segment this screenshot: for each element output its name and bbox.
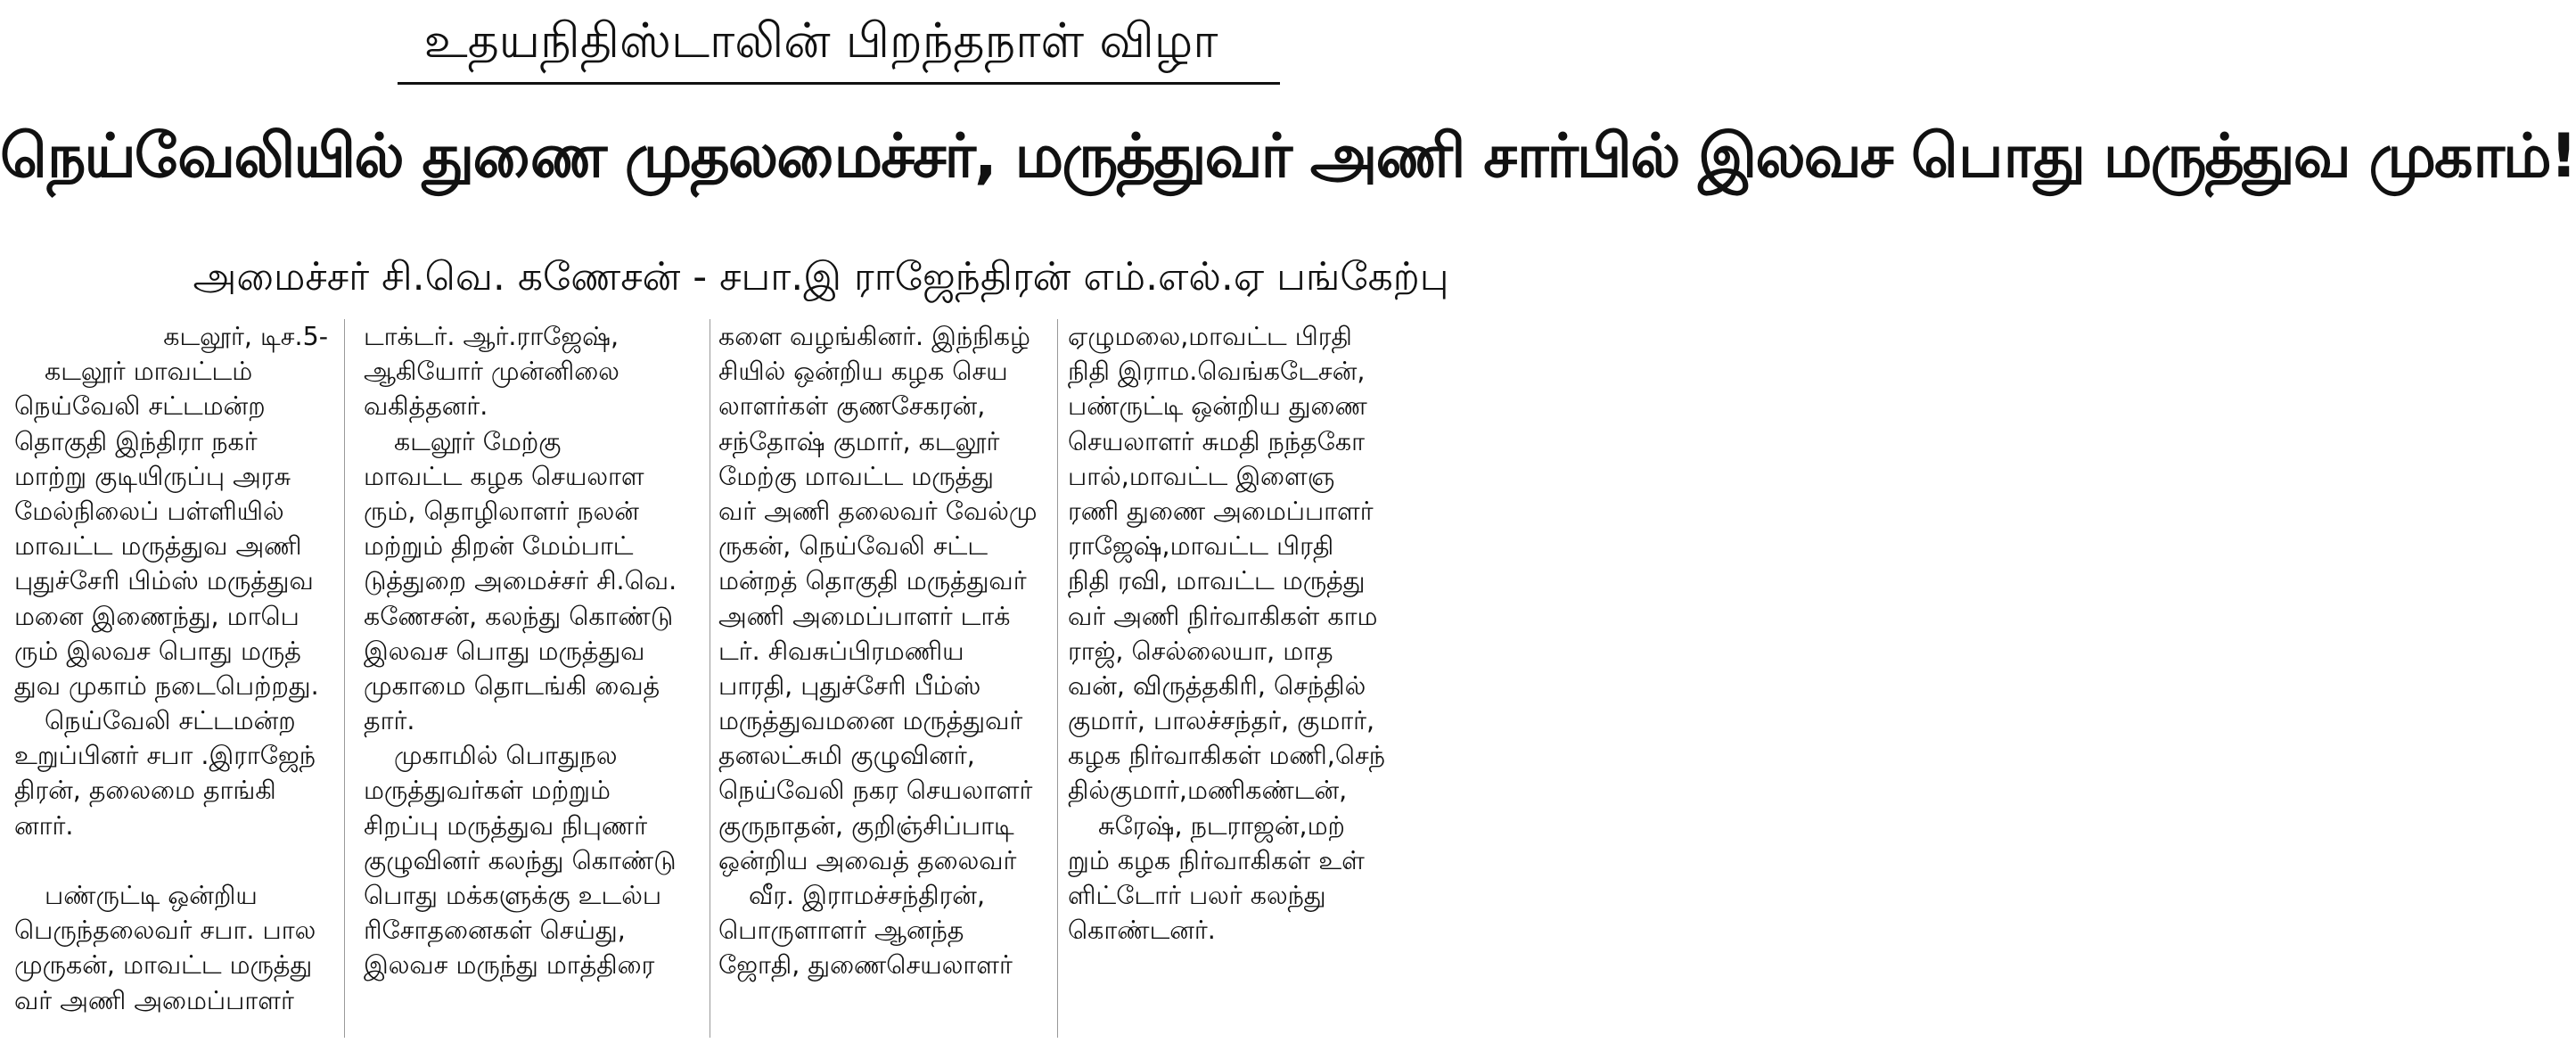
body-line: பொது மக்களுக்கு உடல்ப (364, 881, 662, 910)
body-line: மருத்துவமனை மருத்துவர் (718, 706, 1023, 736)
body-line: உறுப்பினர் சபா .இராஜேந் (14, 741, 316, 771)
body-line: இலவச மருந்து மாத்திரை (364, 950, 655, 981)
body-line: வன், விருத்தகிரி, செந்தில் (1068, 670, 1366, 701)
body-line: நிதி ரவி, மாவட்ட மருத்து (1068, 566, 1366, 596)
body-line: வகித்தனர். (364, 391, 488, 422)
body-line: நெய்வேலி சட்டமன்ற (45, 706, 296, 736)
body-line: மற்றும் திறன் மேம்பாட் (364, 531, 634, 562)
body-line: ராஜ், செல்லையா, மாத (1068, 636, 1333, 666)
body-line: ஆகியோர் முன்னிலை (364, 357, 619, 387)
body-line: னார். (14, 810, 74, 841)
body-line: மாவட்ட கழக செயலாள (364, 461, 644, 491)
body-line: குமார், பாலச்சந்தர், குமார், (1068, 706, 1375, 736)
body-line: செயலாளர் சுமதி நந்தகோ (1068, 426, 1366, 456)
body-line: பெருந்தலைவர் சபா. பால (14, 916, 316, 946)
body-line: ரணி துணை அமைப்பாளர் (1068, 496, 1374, 526)
body-line: வர் அணி தலைவர் வேல்மு (718, 496, 1038, 526)
body-line: இலவச பொது மருத்துவ (364, 636, 645, 666)
body-line: டுத்துறை அமைச்சர் சி.வெ. (364, 566, 677, 596)
body-line: சுரேஷ், நடராஜன்,மற் (1098, 810, 1345, 841)
body-line: மருத்துவர்கள் மற்றும் (364, 776, 611, 806)
body-line: டாக்டர். ஆர்.ராஜேஷ், (364, 322, 619, 351)
body-line: மேற்கு மாவட்ட மருத்து (718, 461, 994, 491)
body-line: ரும் இலவச பொது மருத் (14, 636, 301, 666)
body-line: கழக நிர்வாகிகள் மணி,செந் (1068, 741, 1386, 771)
body-line: வீர. இராமச்சந்திரன், (749, 881, 986, 910)
body-column-1 (14, 319, 328, 1038)
body-line: குருநாதன், குறிஞ்சிப்பாடி (718, 810, 1014, 841)
body-line: முகாமை தொடங்கி வைத் (364, 670, 660, 701)
body-column-3 (718, 319, 1048, 1038)
body-line: மாற்று குடியிருப்பு அரசு (14, 461, 291, 491)
body-line: களை வழங்கினர். இந்நிகழ் (718, 322, 1030, 351)
body-line: பால்,மாவட்ட இளைஞ (1068, 461, 1335, 491)
article-subheadline: அமைச்சர் சி.வெ. கணேசன் - சபா.இ ராஜேந்திரன் எம்.எல்.ஏ பங்கேற்பு (193, 254, 1449, 300)
body-line: தில்குமார்,மணிகண்டன், (1068, 776, 1348, 806)
body-line: ருகன், நெய்வேலி சட்ட (718, 531, 989, 562)
body-column-2 (364, 319, 695, 1038)
body-line: பண்ருட்டி ஒன்றிய (45, 881, 258, 910)
body-line: பொருளாளர் ஆனந்த (718, 916, 964, 946)
blank-line (14, 843, 328, 878)
column-divider (344, 319, 345, 1038)
body-line: சிறப்பு மருத்துவ நிபுணர் (364, 810, 648, 841)
body-line: கடலூர் மேற்கு (394, 426, 562, 456)
body-line: வர் அணி அமைப்பாளர் (14, 985, 294, 1015)
body-line: தார். (364, 706, 415, 736)
body-line: தனலட்சுமி குழுவினர், (718, 741, 975, 771)
dateline: கடலூர், டிச.5- (163, 322, 328, 351)
body-line: நிதி இராம.வெங்கடேசன், (1068, 357, 1366, 387)
body-line: றும் கழக நிர்வாகிகள் உள் (1068, 845, 1365, 875)
body-line: பண்ருட்டி ஒன்றிய துணை (1068, 391, 1367, 422)
body-line: ஜோதி, துணைசெயலாளர் (718, 950, 1013, 981)
body-line: பாரதி, புதுச்சேரி பீம்ஸ் (718, 670, 981, 701)
body-line: டர். சிவசுப்பிரமணிய (718, 636, 964, 666)
body-line: குழுவினர் கலந்து கொண்டு (364, 845, 677, 875)
body-line: ராஜேஷ்,மாவட்ட பிரதி (1068, 531, 1334, 562)
body-line: லாளர்கள் குணசேகரன், (718, 391, 986, 422)
body-line: ஒன்றிய அவைத் தலைவர் (718, 845, 1017, 875)
body-line: ரும், தொழிலாளர் நலன் (364, 496, 639, 526)
body-line: சந்தோஷ் குமார், கடலூர் (718, 426, 1000, 456)
body-line: ஏழுமலை,மாவட்ட பிரதி (1068, 322, 1352, 351)
body-line: கடலூர் மாவட்டம் (45, 357, 253, 387)
body-line: அணி அமைப்பாளர் டாக் (718, 601, 1011, 631)
body-line: மன்றத் தொகுதி மருத்துவர் (718, 566, 1027, 596)
body-line: புதுச்சேரி பிம்ஸ் மருத்துவ (14, 566, 314, 596)
body-line: முருகன், மாவட்ட மருத்து (14, 950, 313, 981)
article-headline: நெய்வேலியில் துணை முதலமைச்சர், மருத்துவர் அணி சார்பில் இலவச பொது மருத்துவ முகாம்! (0, 121, 2576, 192)
body-line: ளிட்டோர் பலர் கலந்து (1068, 881, 1326, 910)
body-column-4 (1068, 319, 1392, 1038)
column-divider (1057, 319, 1058, 1038)
body-line: மனை இணைந்து, மாபெ (14, 601, 299, 631)
body-line: முகாமில் பொதுநல (394, 741, 618, 771)
body-line: சியில் ஒன்றிய கழக செய (718, 357, 1008, 387)
body-line: நெய்வேலி சட்டமன்ற (14, 391, 266, 422)
body-line: மாவட்ட மருத்துவ அணி (14, 531, 302, 562)
body-line: கொண்டனர். (1068, 916, 1216, 946)
body-line: தொகுதி இந்திரா நகர் (14, 426, 258, 456)
body-line: வர் அணி நிர்வாகிகள் காம (1068, 601, 1378, 631)
body-line: கணேசன், கலந்து கொண்டு (364, 601, 674, 631)
body-line: திரன், தலைமை தாங்கி (14, 776, 276, 806)
article-body (14, 319, 1635, 1038)
body-line: துவ முகாம் நடைபெற்றது. (14, 670, 319, 701)
body-line: மேல்நிலைப் பள்ளியில் (14, 496, 284, 526)
kicker-underline (398, 82, 1280, 85)
body-line: ரிசோதனைகள் செய்து, (364, 916, 626, 946)
body-line: நெய்வேலி நகர செயலாளர் (718, 776, 1033, 806)
article-kicker: உதயநிதிஸ்டாலின் பிறந்தநாள் விழா (423, 12, 1218, 69)
